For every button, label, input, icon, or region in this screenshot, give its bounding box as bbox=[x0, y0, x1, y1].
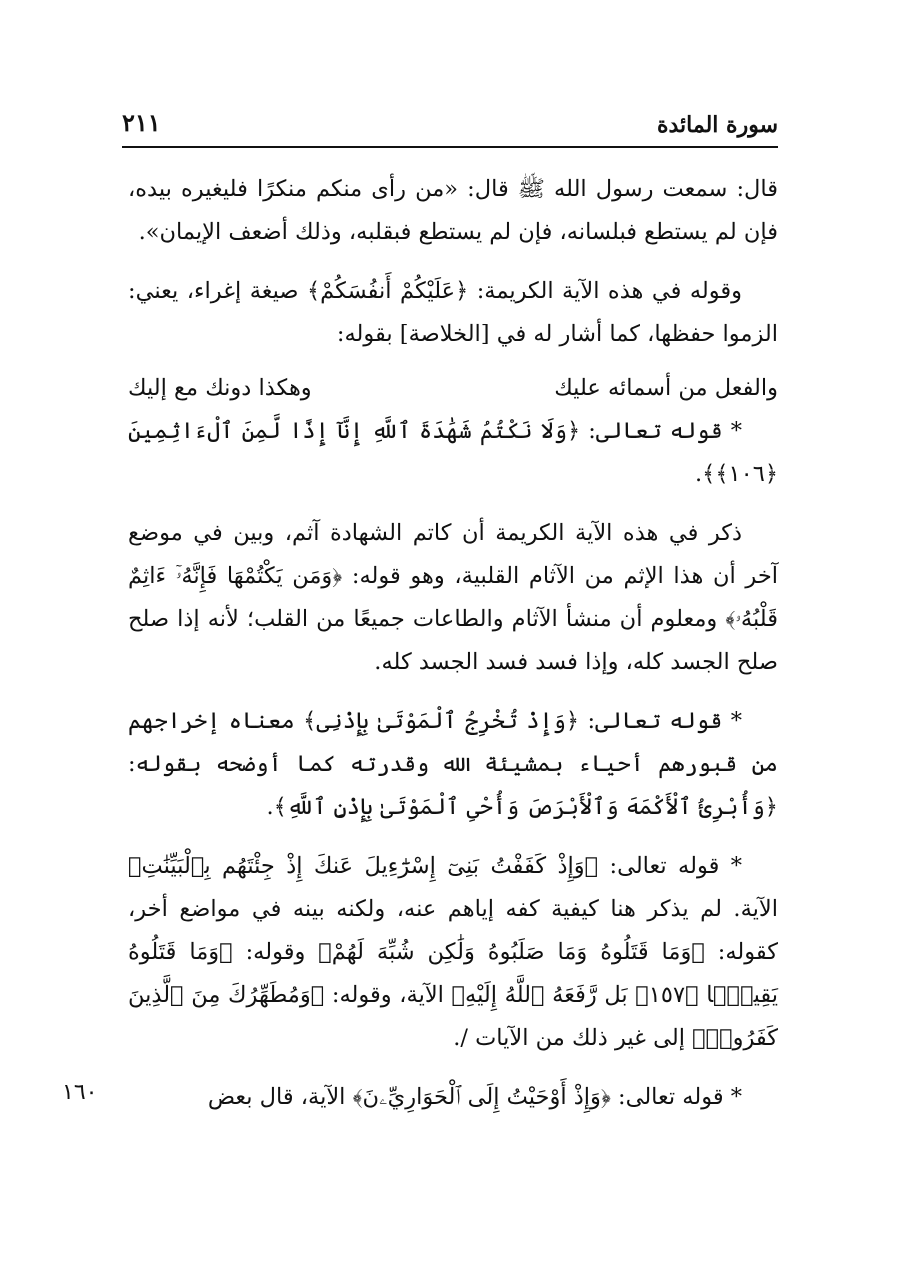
paragraph-kaffa: * قوله تعالى: ﴿وَإِذْ كَفَفْتُ بَنِىٓ إِسْرَٰٓءِيلَ عَنكَ إِذْ جِئْتَهُم بِٱلْبَيِّنَٰتِ﴾ الآية. لم يذكر هنا كيفية كفه إياهم عنه، ولكنه بينه في مواضع أخر، كقوله: ﴿وَمَا قَتَلُوهُ وَمَا صَلَبُوهُ وَلَٰكِن شُبِّهَ لَهُمْ﴾ وقوله: ﴿وَمَا قَتَلُوهُ يَقِينًۢا ﴿١٥٧﴾ بَل رَّفَعَهُ ٱللَّهُ إِلَيْهِ﴾ الآية، وقوله: ﴿وَمُطَهِّرُكَ مِنَ ٱلَّذِينَ كَفَرُوا۟﴾ إلى غير ذلك من الآيات /. bbox=[128, 853, 778, 1051]
marginal-page-number: ١٦٠ bbox=[62, 1080, 98, 1105]
page-body bbox=[128, 168, 778, 1119]
page-number: ٢١١ bbox=[122, 108, 161, 137]
paragraph-ighra: وقوله في هذه الآية الكريمة: ﴿عَلَيْكُمْ أَنفُسَكُمْ﴾ صيغة إغراء، يعني: الزموا حفظها، كما أشار له في [الخلاصة] بقوله: bbox=[128, 278, 778, 347]
paragraph-shahada: ذكر في هذه الآية الكريمة أن كاتم الشهادة آثم، وبين في موضع آخر أن هذا الإثم من الآثام القلبية، وهو قوله: ﴿وَمَن يَكْتُمْهَا فَإِنَّهُۥٓ ءَاثِمٌ قَلْبُهُۥ﴾ ومعلوم أن منشأ الآثام والطاعات جميعًا من القلب؛ لأنه إذا صلح صلح الجسد كله، وإذا فسد فسد الجسد كله. bbox=[128, 520, 778, 675]
verse-first-hemistich: والفعل من أسمائه عليك bbox=[554, 375, 778, 401]
poetry-verse bbox=[128, 367, 778, 410]
paragraph-ayah-106: * قوله تعالى: ﴿وَلَا نَكْتُمُ شَهَٰدَةَ ٱللَّهِ إِنَّآ إِذًا لَّمِنَ ٱلْءَاثِمِينَ ﴿١٠٦﴾﴾. bbox=[128, 418, 778, 487]
paragraph-ihya-mawta: * قوله تعالى: ﴿وَإِذْ تُخْرِجُ ٱلْمَوْتَىٰ بِإِذْنِى﴾ معناه إخراجهم من قبورهم أحياء بمشيئة الله وقدرته كما أوضحه بقوله: ﴿وَأُبْرِئُ ٱلْأَكْمَهَ وَٱلْأَبْرَصَ وَأُحْىِ ٱلْمَوْتَىٰ بِإِذْنِ ٱللَّهِ﴾. bbox=[128, 708, 778, 820]
paragraph-hawariyyin: * قوله تعالى: ﴿وَإِذْ أَوْحَيْتُ إِلَى ٱلْحَوَارِيِّۦنَ﴾ الآية، قال بعض bbox=[207, 1084, 742, 1110]
page-header bbox=[122, 106, 778, 148]
verse-second-hemistich: وهكذا دونك مع إليك bbox=[128, 375, 312, 401]
paragraph-hadith: قال: سمعت رسول الله ﷺ قال: «من رأى منكم منكرًا فليغيره بيده، فإن لم يستطع فبلسانه، فإن لم يستطع فبقلبه، وذلك أضعف الإيمان». bbox=[128, 176, 778, 245]
surah-title: سورة المائدة bbox=[656, 112, 778, 138]
